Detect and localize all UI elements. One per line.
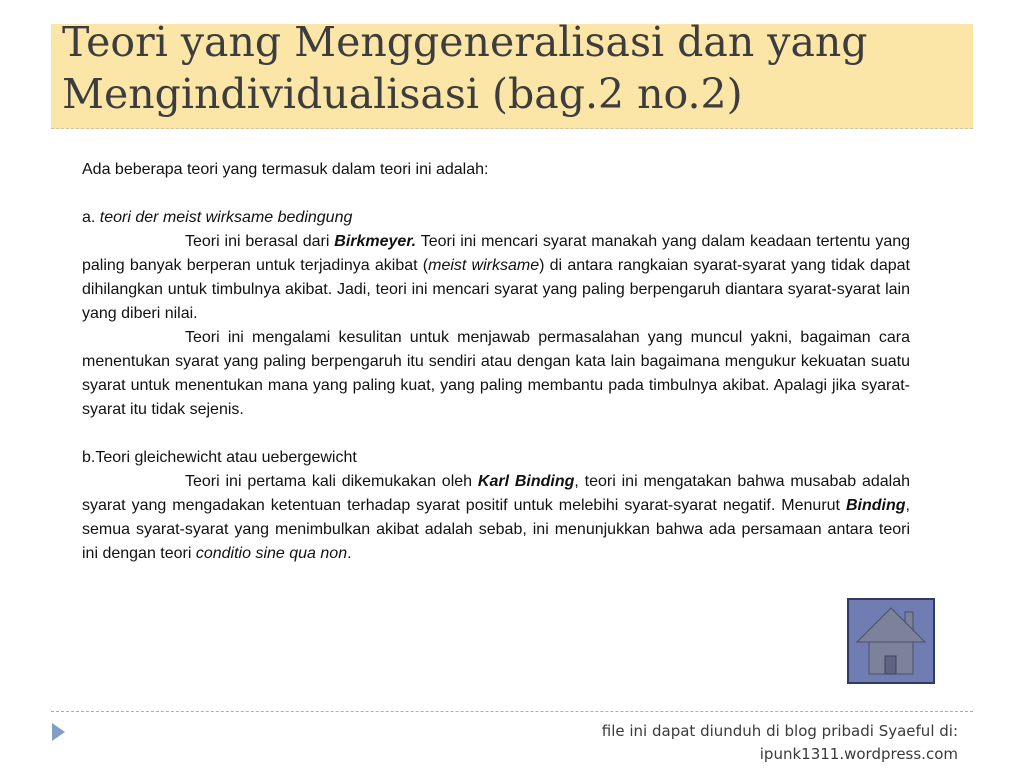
text-run: Teori ini mencari syarat manakah yang dalam keadaan tertentu yang paling banyak berperan untuk terjadinya akibat ( (82, 233, 911, 274)
footer-line-2: ipunk1311.wordpress.com (759, 745, 958, 763)
section-b-paragraph-1 (82, 470, 910, 566)
home-icon (849, 600, 933, 682)
author-karl-binding: Karl Binding (477, 473, 575, 490)
slide-body (82, 158, 910, 566)
footer-line-1: file ini dapat diunduh di blog pribadi Syaeful di: (601, 722, 958, 740)
slide-title: Teori yang Menggeneralisasi dan yang Mengindividualisasi (bag.2 no.2) (62, 18, 868, 118)
intro-text: Ada beberapa teori yang termasuk dalam teori ini adalah: (82, 161, 489, 178)
footer-note (538, 720, 958, 766)
section-a-paragraph-1 (82, 230, 910, 326)
spacer (82, 422, 910, 446)
section-a-title: teori der meist wirksame bedingung (99, 209, 353, 226)
section-a-heading (82, 206, 910, 230)
text-run: Teori ini berasal dari (185, 233, 335, 250)
text-run: , semua syarat-syarat yang menimbulkan akibat adalah sebab, ini menunjukkan bahwa ada persamaan antara teori ini dengan teori (82, 497, 910, 562)
term-meist-wirksame: meist wirksame (428, 257, 540, 274)
text-run: Teori ini pertama kali dikemukakan oleh (185, 473, 478, 490)
author-binding: Binding (846, 497, 906, 514)
text-run: ) di antara rangkaian syarat-syarat yang tidak dapat dihilangkan untuk timbulnya akibat. Jadi, teori ini mencari syarat yang paling berpengaruh diantara syarat-syarat lain yang diberi nilai. (82, 257, 910, 322)
text-run: . (347, 545, 352, 562)
spacer (82, 182, 910, 206)
section-b-heading: b.Teori gleichewicht atau uebergewicht (82, 449, 357, 466)
section-a-paragraph-2: Teori ini mengalami kesulitan untuk menjawab permasalahan yang muncul yakni, bagaiman cara menentukan syarat yang paling berpengaruh itu sendiri atau dengan kata lain bagaimana mengukur kekuatan suatu syarat untuk menentukan mana yang paling kuat, yang paling membantu pada timbulnya akibat. Apalagi jika syarat-syarat itu tidak sejenis. (82, 329, 910, 418)
footer-divider (51, 711, 973, 712)
play-triangle-icon (52, 723, 65, 741)
home-button[interactable] (847, 598, 935, 684)
section-a-prefix: a. (82, 209, 100, 226)
term-conditio-sine-qua-non: conditio sine qua non (195, 545, 348, 562)
author-birkmeyer: Birkmeyer. (334, 233, 417, 250)
text-run: , teori ini mengatakan bahwa musabab adalah syarat yang mengadakan ketentuan terhadap syarat positif untuk melebihi syarat-syarat negatif. Menurut (82, 473, 911, 514)
